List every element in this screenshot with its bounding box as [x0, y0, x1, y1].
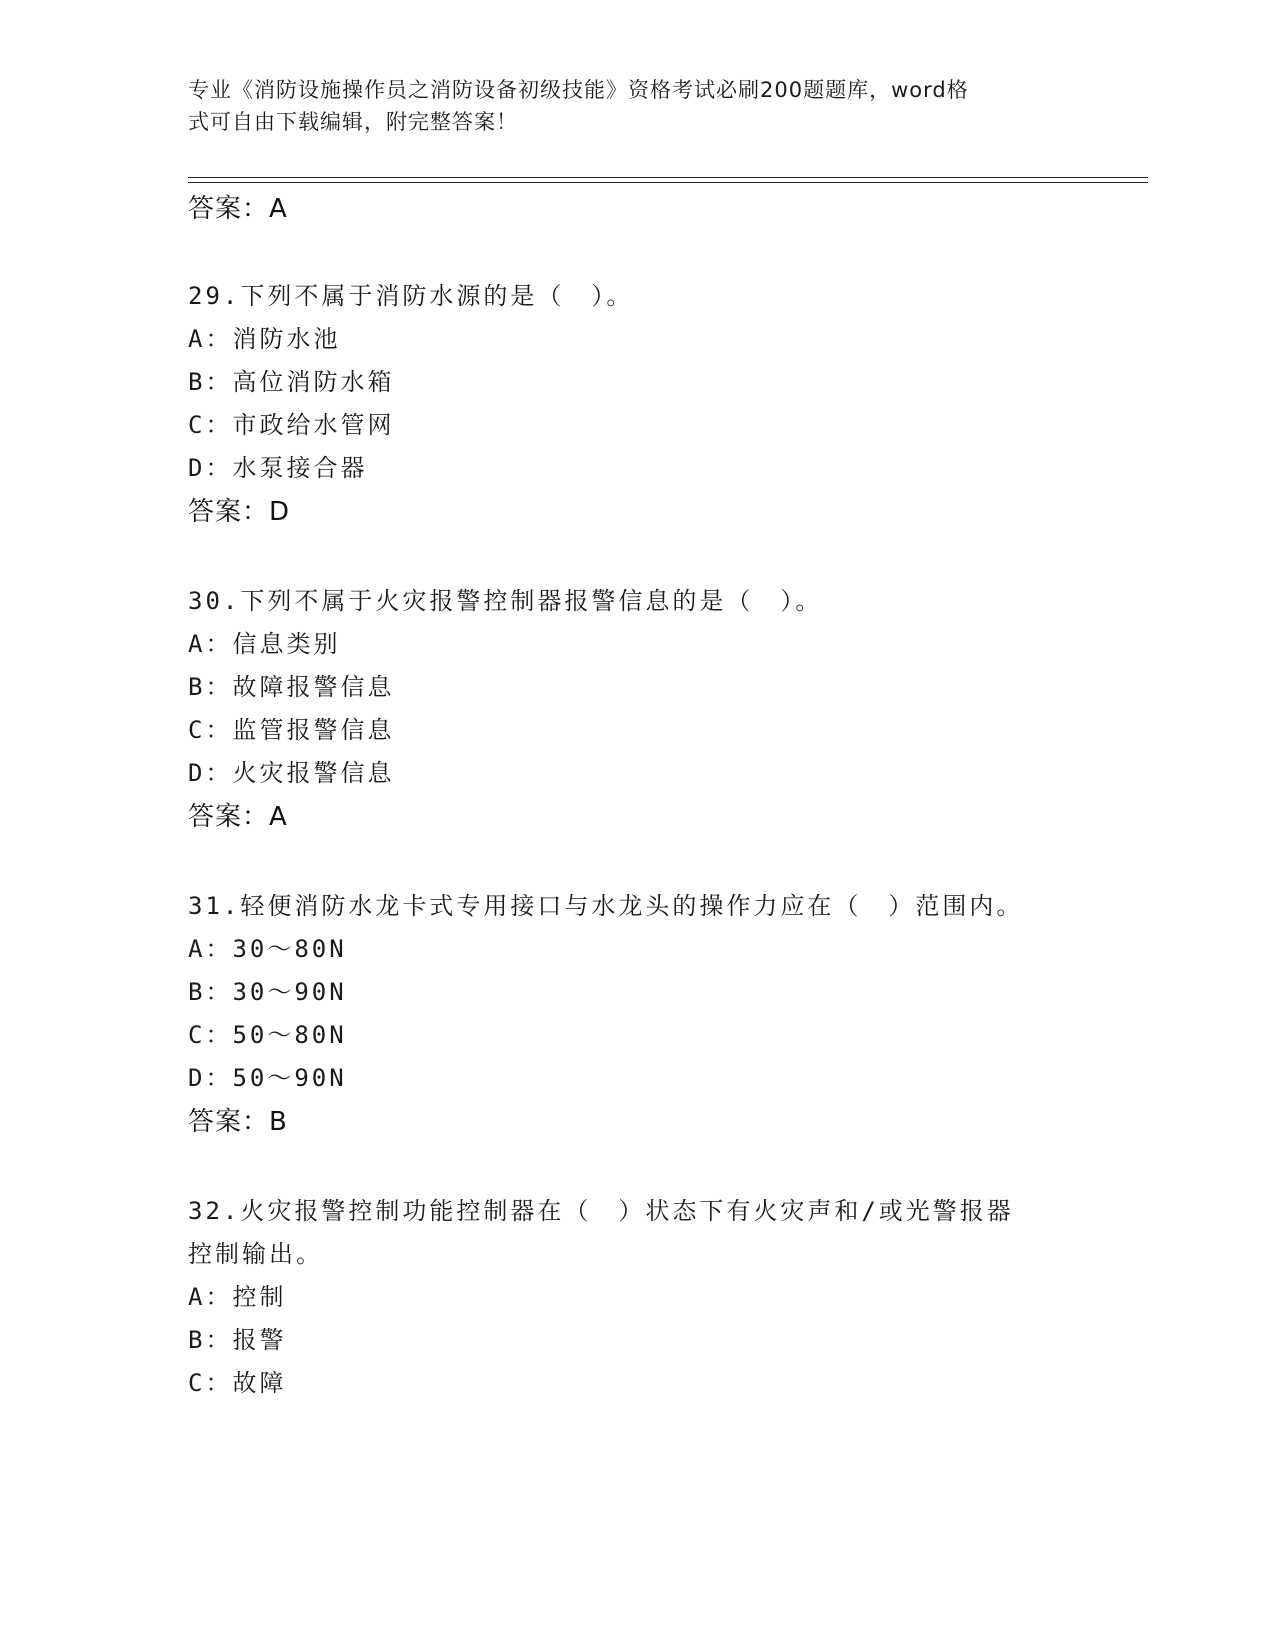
question-29-stem: 29.下列不属于消防水源的是（ ）。 [188, 282, 634, 310]
question-29-option-c: C：市政给水管网 [188, 411, 395, 439]
question-30-answer: 答案：A [188, 802, 288, 832]
question-29-option-a: A：消防水池 [188, 325, 341, 353]
question-30-option-b: B：故障报警信息 [188, 673, 395, 701]
header-divider-top [188, 177, 1148, 178]
question-31-stem: 31.轻便消防水龙卡式专用接口与水龙头的操作力应在（ ）范围内。 [188, 892, 1024, 920]
document-header [188, 74, 1068, 138]
question-31-option-b: B：30～90N [188, 978, 347, 1006]
question-30-stem: 30.下列不属于火灾报警控制器报警信息的是（ ）。 [188, 587, 823, 615]
header-line-2: 式可自由下载编辑，附完整答案！ [188, 110, 518, 134]
question-31-option-c: C：50～80N [188, 1021, 347, 1049]
question-31-option-d: D：50～90N [188, 1064, 347, 1092]
question-32-option-c: C：故障 [188, 1369, 287, 1397]
previous-answer: 答案：A [188, 194, 288, 224]
question-30-option-a: A：信息类别 [188, 630, 341, 658]
question-31-answer: 答案：B [188, 1107, 288, 1137]
header-line-1: 专业《消防设施操作员之消防设备初级技能》资格考试必刷200题题库，word格 [188, 78, 969, 102]
header-divider-bottom [188, 182, 1148, 183]
question-32-stem: 32.火灾报警控制功能控制器在（ ）状态下有火灾声和/或光警报器 [188, 1197, 1014, 1225]
question-32-option-a: A：控制 [188, 1283, 287, 1311]
question-32-stem-continued: 控制输出。 [188, 1240, 323, 1268]
question-32-option-b: B：报警 [188, 1326, 287, 1354]
question-31-option-a: A：30～80N [188, 935, 347, 963]
question-29-answer: 答案：D [188, 497, 291, 527]
question-30-option-d: D：火灾报警信息 [188, 759, 395, 787]
question-30-option-c: C：监管报警信息 [188, 716, 395, 744]
question-29-option-b: B：高位消防水箱 [188, 368, 395, 396]
question-29-option-d: D：水泵接合器 [188, 454, 368, 482]
